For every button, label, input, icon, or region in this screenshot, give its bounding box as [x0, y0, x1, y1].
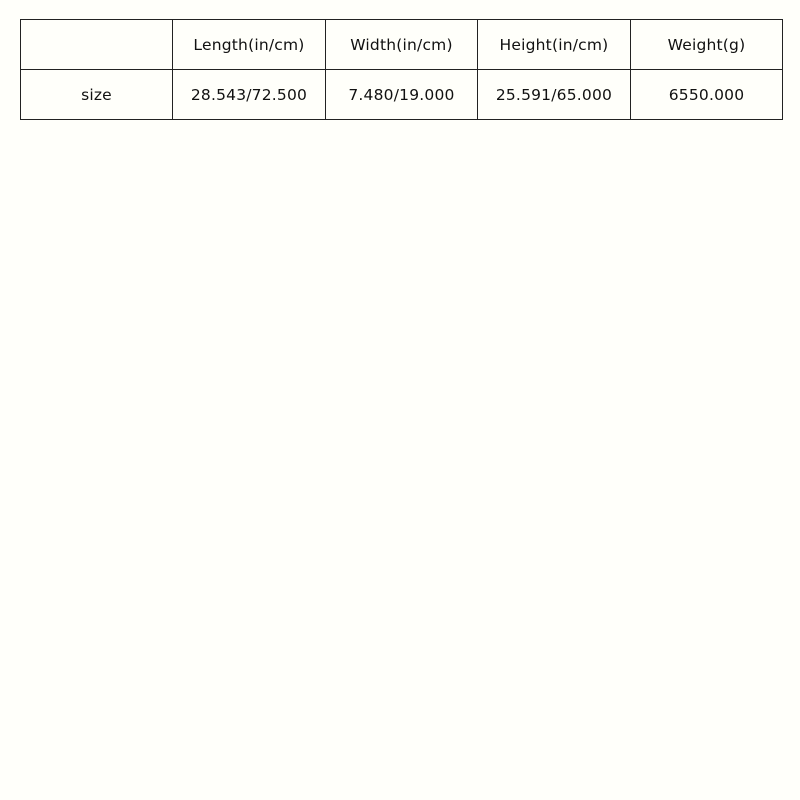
header-cell-height: Height(in/cm): [477, 20, 630, 70]
table-row: [21, 70, 783, 120]
size-spec-table: [20, 19, 783, 120]
header-cell-width: Width(in/cm): [325, 20, 477, 70]
header-cell-empty: [21, 20, 173, 70]
weight-value: 6550.000: [630, 70, 782, 120]
header-cell-weight: Weight(g): [630, 20, 782, 70]
header-row: [21, 20, 783, 70]
height-value: 25.591/65.000: [477, 70, 630, 120]
row-label-size: size: [21, 70, 173, 120]
header-cell-length: Length(in/cm): [172, 20, 325, 70]
width-value: 7.480/19.000: [325, 70, 477, 120]
length-value: 28.543/72.500: [172, 70, 325, 120]
